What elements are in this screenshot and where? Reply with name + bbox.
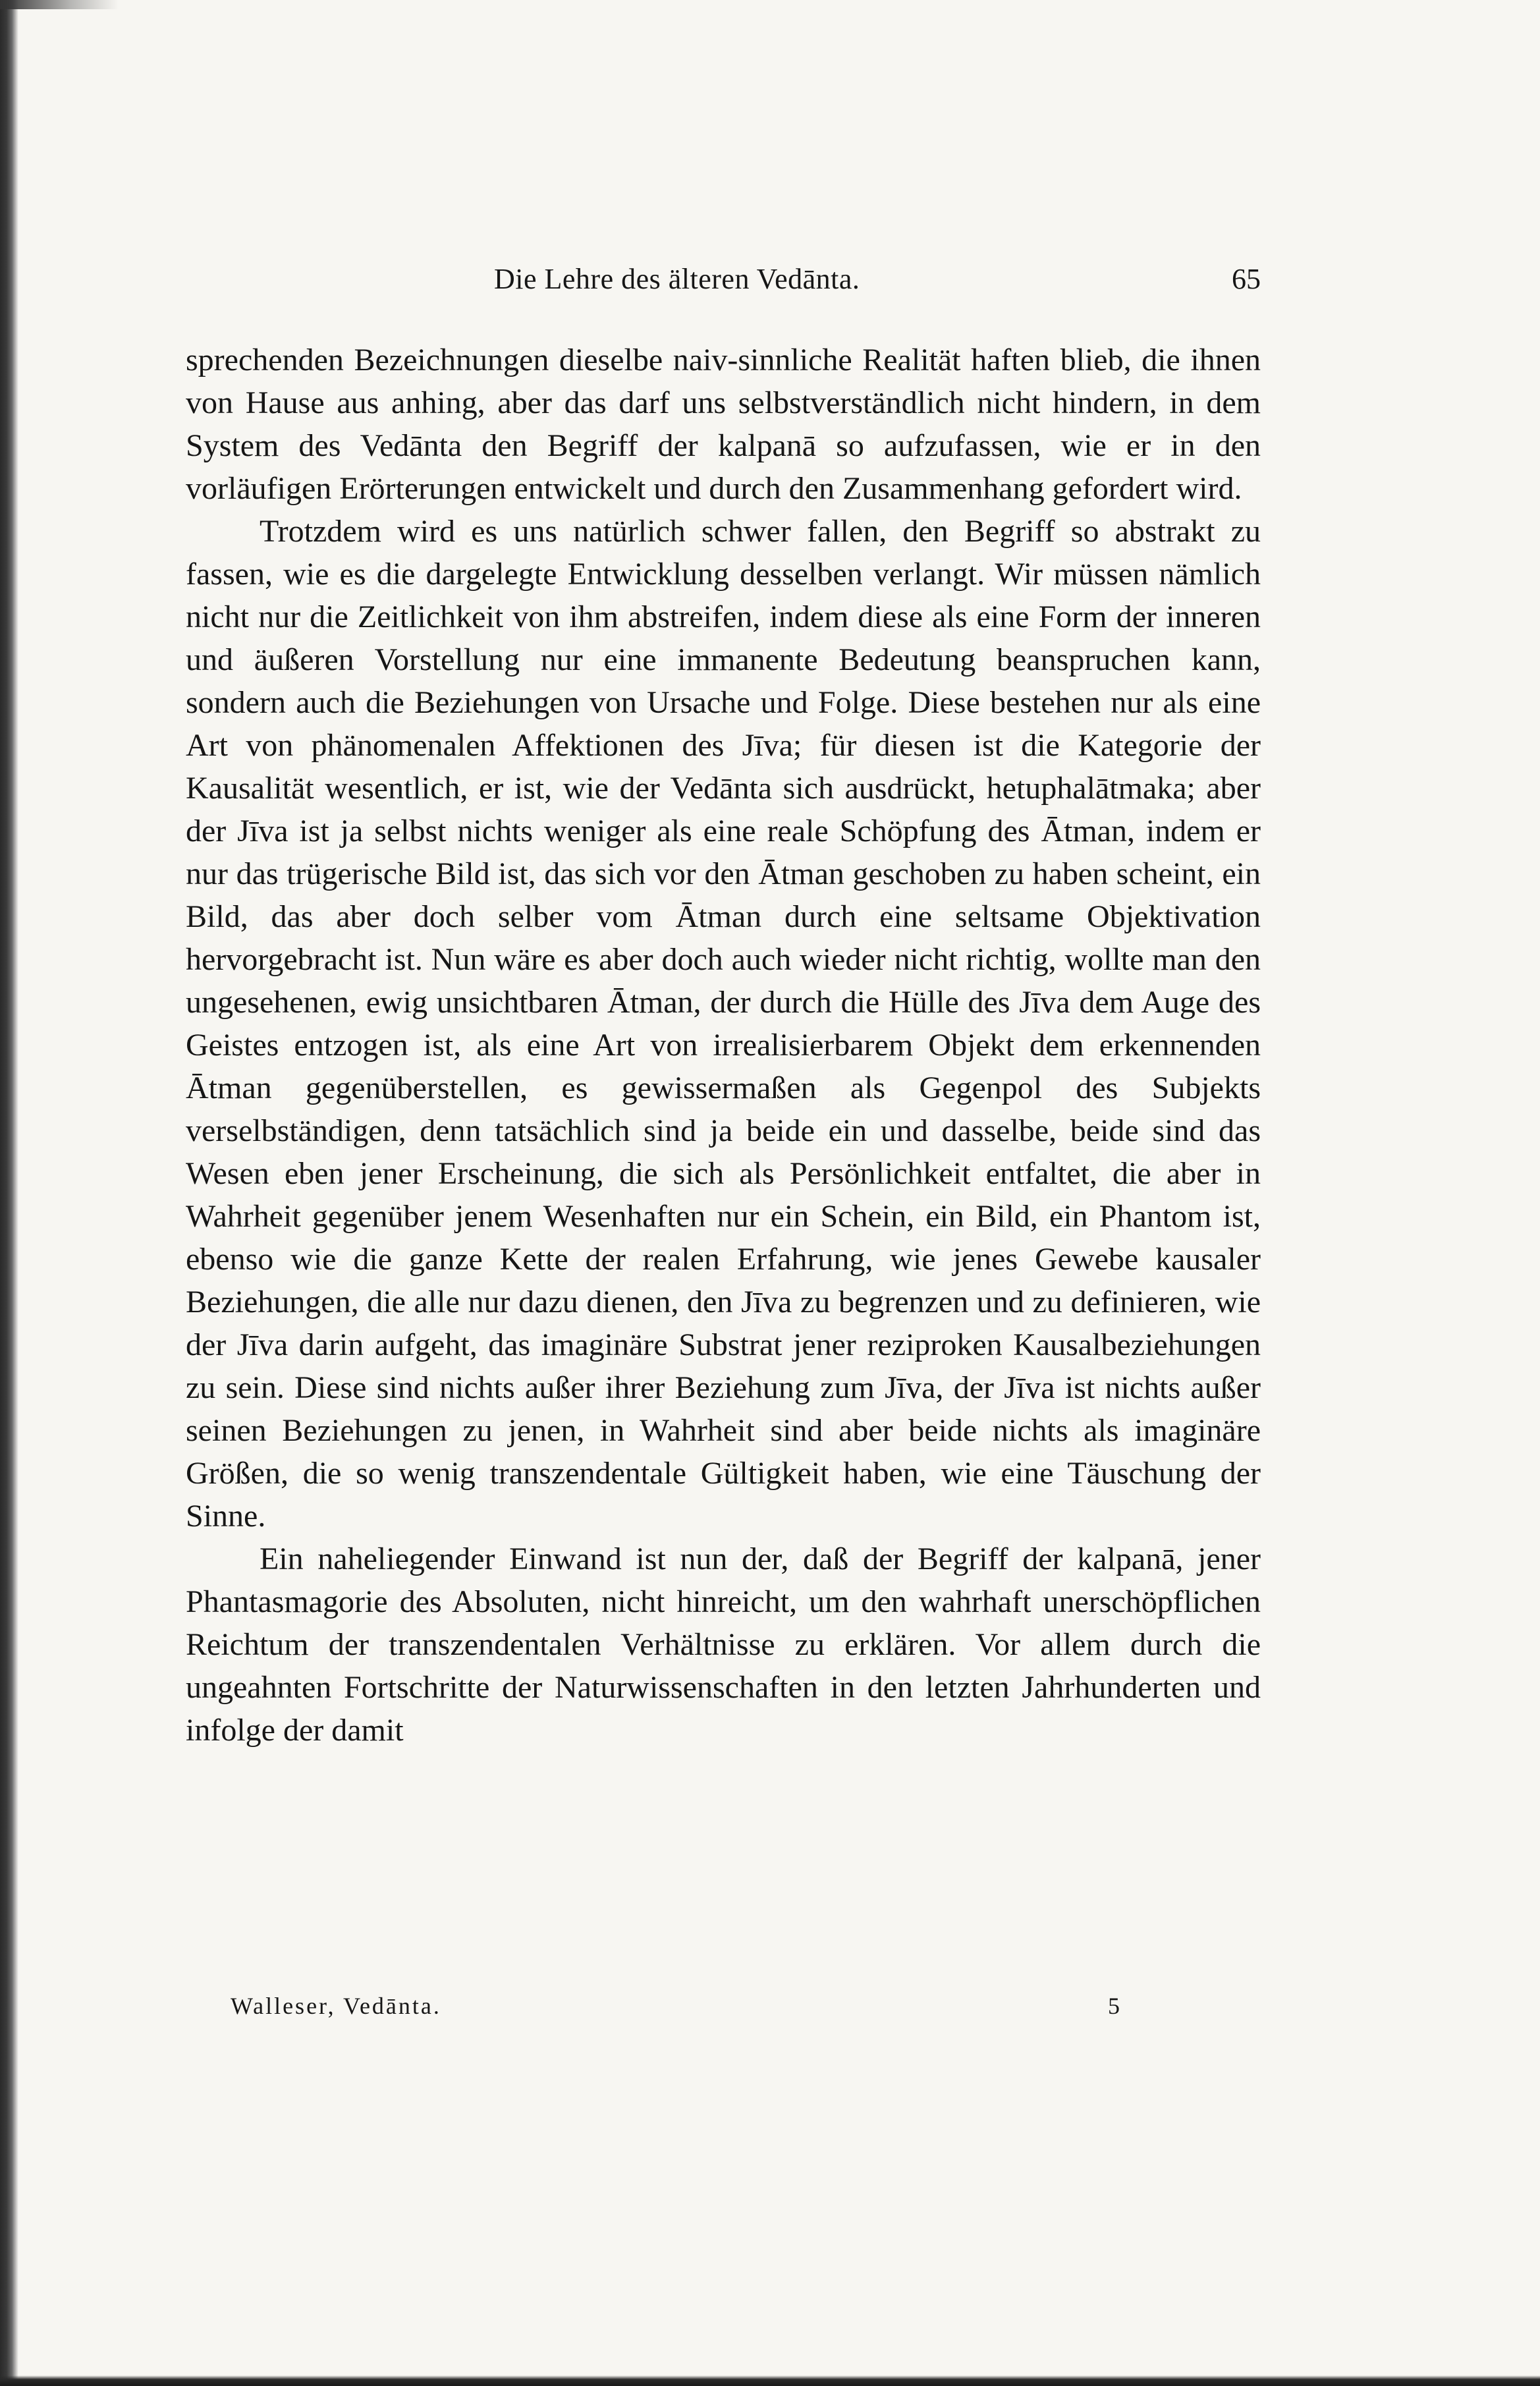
scan-edge-left — [0, 0, 18, 2386]
text-block — [186, 339, 1261, 1752]
sheet-number: 5 — [1108, 1993, 1120, 2019]
paragraph-continued: sprechenden Bezeichnungen dieselbe naiv-sinnliche Realität haften blieb, die ihnen von Hause aus anhing, aber das darf uns selbstverständlich nicht hindern, in dem System des Vedānta den Begriff der kalpanā so aufzufassen, wie er in den vorläufigen Erörterungen entwickelt und durch den Zusammenhang gefordert wird. — [186, 343, 1261, 506]
footer — [231, 1992, 1120, 2025]
printer-signature: Walleser, Vedānta. — [231, 1993, 441, 2019]
page-number: 65 — [1232, 263, 1261, 295]
scan-edge-bottom — [0, 2375, 1540, 2386]
running-title: Die Lehre des älteren Vedānta. — [494, 263, 860, 295]
paragraph-kalpana-abstraction: Trotzdem wird es uns natürlich schwer fallen, den Begriff so abstrakt zu fassen, wie es die dargelegte Entwicklung desselben verlangt. Wir müssen nämlich nicht nur die Zeitlichkeit von ihm abstreifen, indem diese als eine Form der inneren und äußeren Vorstellung nur eine immanente Bedeutung beanspruchen kann, sondern auch die Beziehungen von Ursache und Folge. Diese bestehen nur als eine Art von phänomenalen Affektionen des Jīva; für diesen ist die Kategorie der Kausalität wesentlich, er ist, wie der Vedānta sich ausdrückt, hetuphalātmaka; aber der Jīva ist ja selbst nichts weniger als eine reale Schöpfung des Ātman, indem er nur das trügerische Bild ist, das sich vor den Ātman geschoben zu haben scheint, ein Bild, das aber doch selber vom Ātman durch eine seltsame Objektivation hervorgebracht ist. Nun wäre es aber doch auch wieder nicht richtig, wollte man den ungesehenen, ewig unsichtbaren Ātman, der durch die Hülle des Jīva dem Auge des Geistes entzogen ist, als eine Art von irrealisierbarem Objekt dem erkennenden Ātman gegenüberstellen, es gewissermaßen als Gegenpol des Subjekts verselbständigen, denn tatsächlich sind ja beide ein und dasselbe, beide sind das Wesen eben jener Erscheinung, die sich als Persönlichkeit entfaltet, die aber in Wahrheit gegenüber jenem Wesenhaften nur ein Schein, ein Bild, ein Phantom ist, ebenso wie die ganze Kette der realen Erfahrung, wie jenes Gewebe kausaler Beziehungen, die alle nur dazu dienen, den Jīva zu begrenzen und zu definieren, wie der Jīva darin aufgeht, das imaginäre Substrat jener reziproken Kausalbeziehungen zu sein. Diese sind nichts außer ihrer Beziehung zum Jīva, der Jīva ist nichts außer seinen Beziehungen zu jenen, in Wahrheit sind aber beide nichts als imaginäre Größen, die so wenig transzendentale Gültigkeit haben, wie eine Täuschung der Sinne. — [186, 514, 1261, 1534]
paragraph-objection: Ein naheliegender Einwand ist nun der, daß der Begriff der kalpanā, jener Phantasmagorie des Absoluten, nicht hinreicht, um den wahrhaft unerschöpflichen Reichtum der transzendentalen Verhältnisse zu erklären. Vor allem durch die ungeahnten Fortschritte der Naturwissenschaften in den letzten Jahrhunderten und infolge der damit — [186, 1541, 1261, 1748]
running-head — [186, 262, 1261, 302]
scan-corner-top — [0, 0, 119, 9]
